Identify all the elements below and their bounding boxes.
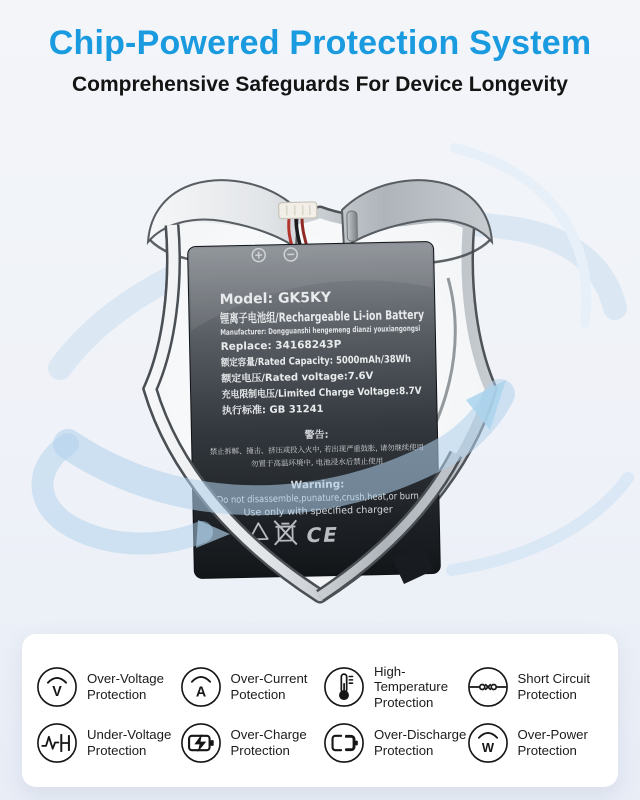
- battery-warning-cn-line1: 禁止拆解、撞击、挤压或投入火中, 若出现严重鼓胀, 请勿继续使用: [209, 442, 430, 457]
- feature-over-voltage: [36, 666, 180, 708]
- feature-label: Protection: [374, 743, 434, 758]
- hero-graphic: [0, 118, 640, 630]
- high-temperature-icon: [323, 666, 365, 708]
- feature-label: High-Temperature: [374, 663, 449, 695]
- battery-manufacturer-line: Manufacturer: Dongguanshi hengemeng dianzi youxiangongsi: [220, 322, 494, 337]
- ce-mark: CE: [306, 522, 340, 548]
- feature-label: Over-Current: [230, 671, 308, 687]
- over-power-icon: [467, 722, 509, 764]
- feature-over-discharge: [323, 722, 467, 764]
- feature-over-current: [180, 666, 324, 708]
- battery-warning-cn-line2: 勿置于高温环境中, 电池浸水后禁止使用: [250, 456, 384, 469]
- battery-charge-voltage-line: 充电限制电压/Limited Charge Voltage:8.7V: [221, 385, 448, 401]
- feature-label: Potection: [230, 687, 286, 702]
- feature-label: Over-Voltage: [87, 671, 164, 687]
- feature-label: Over-Charge: [230, 727, 307, 743]
- feature-label: Protection: [87, 687, 147, 702]
- feature-under-voltage: [36, 722, 180, 764]
- feature-label: Over-Power: [517, 727, 588, 743]
- feature-label: Over-Discharge: [374, 727, 467, 743]
- battery-warning-cn-title: 警告:: [304, 429, 329, 442]
- feature-label: Short Circuit: [517, 671, 591, 687]
- feature-short-circuit: [467, 666, 611, 708]
- battery-warning-en-line1: Do not disassemble,punature,crush,heat,or burn: [216, 490, 448, 507]
- battery-replace-line: Replace: 34168243P: [220, 338, 342, 353]
- battery-metal-pin: [347, 211, 358, 241]
- feature-label: Protection: [87, 743, 147, 758]
- over-charge-icon: [180, 722, 222, 764]
- under-voltage-icon: [36, 722, 78, 764]
- battery-model-line: Model: GK5KY: [219, 289, 332, 308]
- battery-standard-line: 执行标准: GB 31241: [221, 403, 324, 417]
- feature-label: Protection: [230, 743, 290, 758]
- feature-over-charge: [180, 722, 324, 764]
- feature-label: Protection: [517, 743, 577, 758]
- feature-card: [22, 634, 618, 787]
- svg-text:A: A: [195, 684, 206, 701]
- feature-label: Protection: [374, 694, 434, 710]
- crossed-bin-icon: [274, 520, 296, 544]
- header: [0, 0, 640, 97]
- battery-voltage-line: 额定电压/Rated voltage:7.6V: [221, 370, 374, 385]
- battery-capacity-line: 额定容量/Rated Capacity: 5000mAh/38Wh: [220, 353, 447, 369]
- feature-over-power: [467, 722, 611, 764]
- over-discharge-icon: [323, 722, 365, 764]
- feature-label: Under-Voltage: [87, 727, 172, 743]
- battery-warning-en-line2: Use only with specified charger: [243, 504, 393, 519]
- battery-type-line: 锂离子电池组/Rechargeable Li-ion Battery: [219, 305, 497, 326]
- over-voltage-icon: [36, 666, 78, 708]
- page-subtitle: Comprehensive Safeguards For Device Longevity: [72, 73, 568, 96]
- page-title: Chip-Powered Protection System: [48, 24, 592, 62]
- short-circuit-icon: [467, 666, 509, 708]
- feature-label: Protection: [517, 687, 577, 702]
- svg-text:V: V: [52, 684, 62, 701]
- over-current-icon: [180, 666, 222, 708]
- feature-high-temperature: [323, 664, 467, 711]
- battery-warning-en-title: Warning:: [290, 478, 345, 492]
- svg-text:W: W: [481, 740, 494, 756]
